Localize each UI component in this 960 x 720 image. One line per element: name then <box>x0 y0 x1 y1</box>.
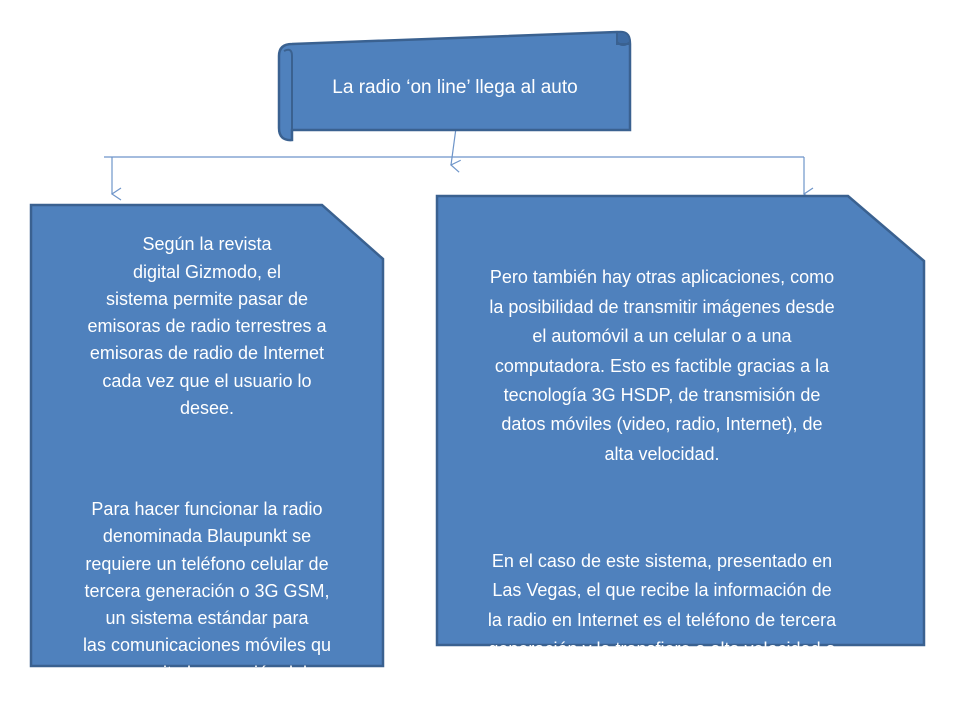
left-box-paragraph-2: Para hacer funcionar la radio denominada Blaupunkt se requiere un teléfono celular de tercera generación o 3G GSM, un sistema estándar para las comunicaciones móviles qu e permite la conexión del teléfono con la Internet. <box>82 498 332 711</box>
right-box-paragraph-2: En el caso de este sistema, presentado en Las Vegas, el que recibe la información de la radio en Internet es el teléfono de tercera generación y la transfiere a alta velocidad a la radio del automóvil, vía tecnología inalámbrica bluetooth. <box>487 551 837 719</box>
left-box-paragraph-1: Según la revista digital Gizmodo, el sistema permite pasar de emisoras de radio terrestres a emisoras de radio de Internet cada vez que el usuario lo desee. <box>87 234 327 419</box>
connector-center-drop <box>451 128 456 165</box>
right-box-paragraph-1: Pero también hay otras aplicaciones, como la posibilidad de transmitir imágenes desde el automóvil a un celular o a una computadora. Esto es factible gracias a la tecnología 3G HSDP, de transmisión de datos móviles (video, radio, Internet), de alta velocidad. <box>489 267 835 464</box>
diagram-title: La radio ‘on line’ llega al auto <box>332 77 578 98</box>
connector-lines <box>104 128 804 194</box>
paragraph-spacer <box>440 499 884 518</box>
paragraph-spacer <box>32 450 382 469</box>
right-box-text <box>440 234 884 720</box>
left-box-text <box>32 204 382 720</box>
